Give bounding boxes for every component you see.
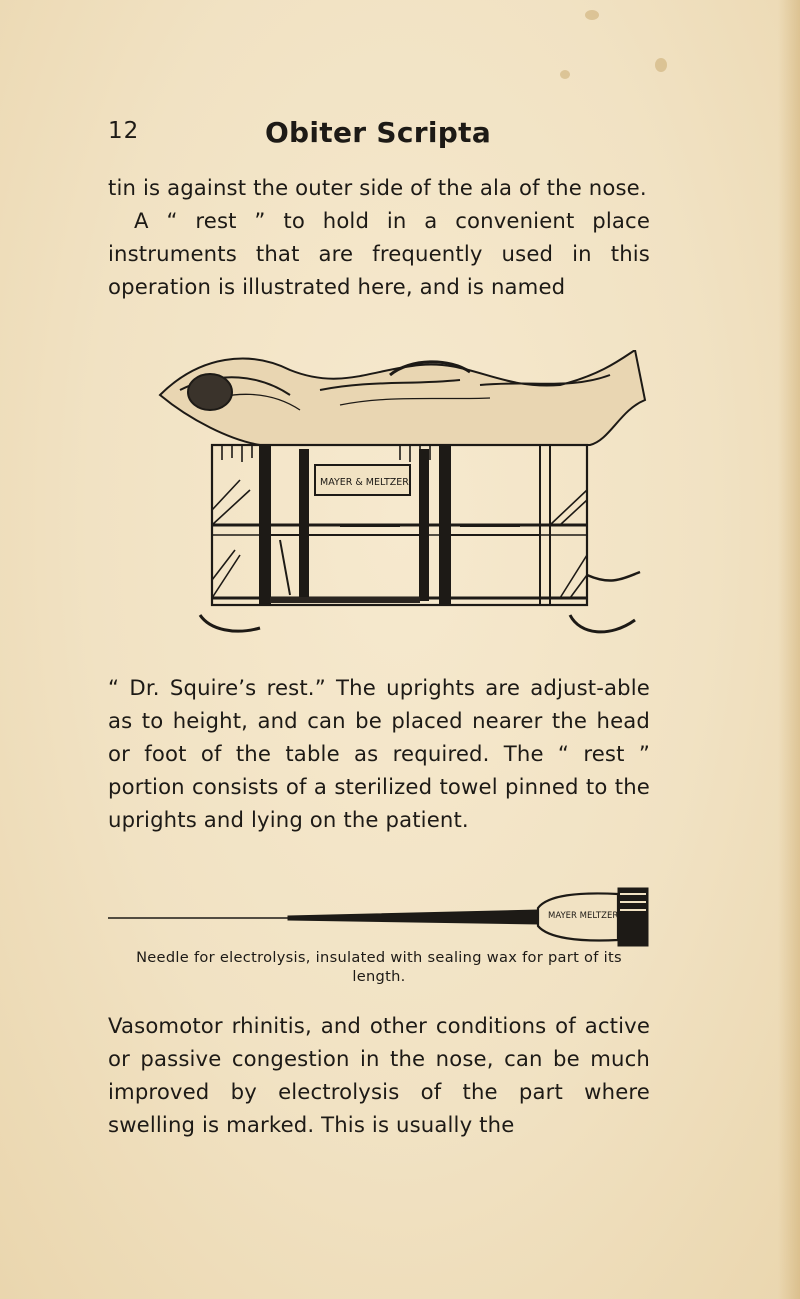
running-head	[108, 118, 648, 158]
paper-stain	[560, 70, 570, 79]
needle-maker-mark: MAYER MELTZER	[548, 911, 619, 921]
maker-mark: MAYER & MELTZER	[320, 477, 409, 488]
text-block-bottom	[108, 1009, 650, 1141]
text-block-top	[108, 171, 650, 303]
electrolysis-needle-illustration	[108, 880, 668, 950]
paragraph: tin is against the outer side of the ala of the nose.	[108, 175, 647, 200]
page-title: Obiter Scripta	[264, 116, 492, 149]
paper-stain	[655, 58, 667, 72]
paragraph: A “ rest ” to hold in a convenient place instruments that are frequently used in this operation is illustrated here, and is named	[108, 208, 650, 299]
paper-stain	[585, 10, 599, 20]
page-edge-shading	[778, 0, 800, 1299]
paragraph: “ Dr. Squire’s rest.” The uprights are adjust-able as to height, and can be placed nearer the head or foot of the table as required. The “ rest ” portion consists of a sterilized towel pinned to the uprights and lying on the patient.	[108, 675, 650, 832]
text-block-middle	[108, 671, 650, 836]
squires-rest-illustration	[140, 350, 660, 650]
needle-caption: Needle for electrolysis, insulated with sealing wax for part of its length.	[136, 949, 622, 985]
paragraph: Vasomotor rhinitis, and other conditions of active or passive congestion in the nose, can be much improved by electrolysis of the part where swelling is marked. This is usually the	[108, 1013, 650, 1137]
page-number: 12	[108, 118, 140, 144]
